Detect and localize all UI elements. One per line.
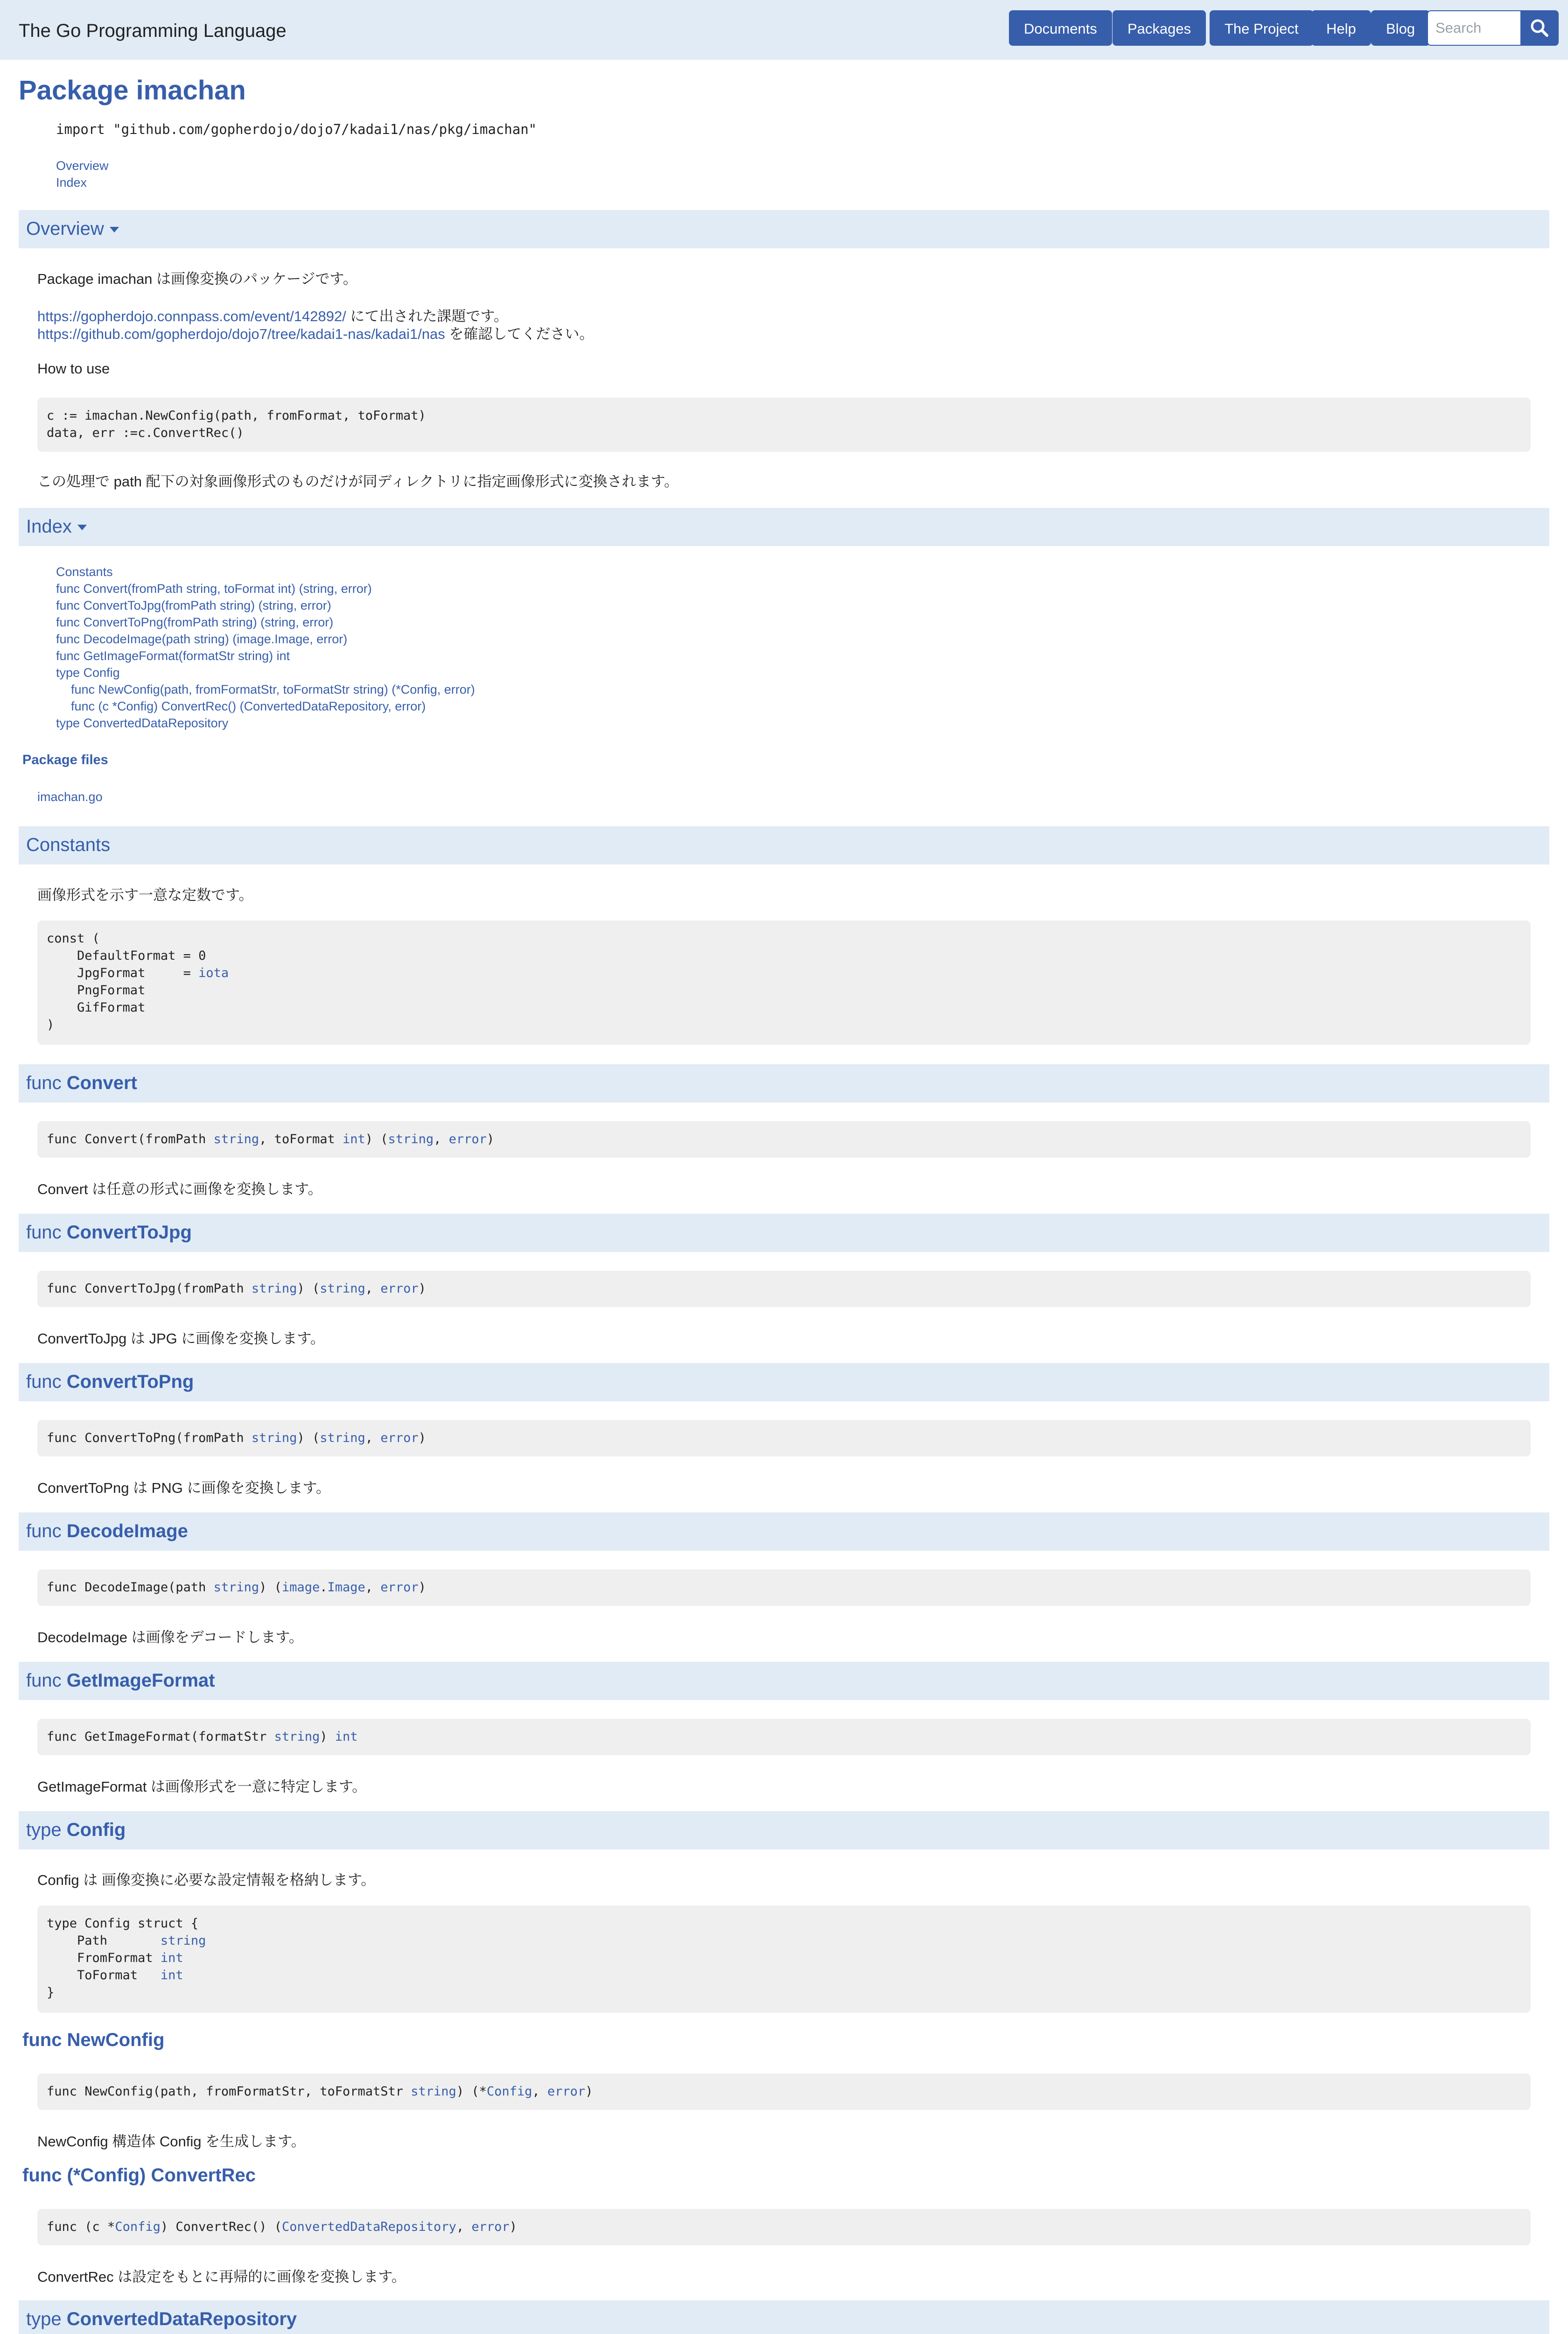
index-item-convert[interactable]: func Convert(fromPath string, toFormat int) (string, error) [56,582,372,596]
toc-overview-link[interactable]: Overview [56,159,109,173]
type-link[interactable]: int [342,1132,365,1146]
func-getimageformat-signature: func GetImageFormat(formatStr string) int [37,1719,1531,1755]
overview-intro: Package imachan は画像変換のパッケージです。 [37,271,357,287]
search-icon [1520,10,1559,46]
usage-code-block [37,398,1531,452]
constants-code-block [37,921,1531,1045]
code-line: JpgFormat = [47,966,199,980]
code-line: PngFormat [47,983,146,998]
type-link[interactable]: Image [327,1580,365,1595]
overview-line2-suffix: を確認してください。 [445,326,594,342]
section-overview[interactable] [19,210,1549,248]
func-getimageformat-desc: GetImageFormat は画像形式を一意に特定します。 [37,1779,367,1795]
overview-line1-suffix: にて出された課題です。 [346,308,508,324]
import-path: import "github.com/gopherdojo/dojo7/kadai1/nas/pkg/imachan" [56,121,537,137]
index-item-converteddatarepository[interactable]: type ConvertedDataRepository [56,716,229,730]
func-newconfig-heading[interactable]: func NewConfig [22,2030,165,2050]
github-link[interactable]: https://github.com/gopherdojo/dojo7/tree/kadai1-nas/kadai1/nas [37,326,445,342]
overview-note: この処理で path 配下の対象画像形式のものだけが同ディレクトリに指定画像形式に変換されます。 [37,473,679,490]
func-decodeimage-link[interactable]: DecodeImage [66,1521,188,1541]
func-convertrec-heading[interactable]: func (*Config) ConvertRec [22,2165,256,2186]
section-index[interactable] [19,508,1549,546]
func-converttojpg-link[interactable]: ConvertToJpg [66,1222,192,1243]
how-to-use: How to use [37,360,110,377]
type-link[interactable]: string [160,1933,206,1948]
type-link[interactable]: string [251,1431,297,1445]
section-func-decodeimage [19,1512,1549,1551]
type-link[interactable]: string [213,1580,259,1595]
func-convert-link[interactable]: Convert [66,1073,137,1093]
type-config-desc: Config は 画像変換に必要な設定情報を格納します。 [37,1872,376,1888]
section-type-converteddatarepository [19,2300,1549,2334]
func-converttopng-signature: func ConvertToPng(fromPath string) (string, error) [37,1420,1531,1456]
constants-desc: 画像形式を示す一意な定数です。 [37,887,253,903]
func-convertrec-desc: ConvertRec は設定をもとに再帰的に画像を変換します。 [37,2269,406,2285]
connpass-link[interactable]: https://gopherdojo.connpass.com/event/142892/ [37,308,346,324]
type-config-link[interactable]: Config [66,1820,126,1840]
func-converttopng-link[interactable]: ConvertToPng [66,1371,194,1392]
overview-line2 [37,322,594,343]
type-link[interactable]: Config [115,2220,161,2234]
type-link[interactable]: error [380,1281,419,1296]
decl-kind: func [26,1670,62,1691]
decl-kind: func [26,1073,62,1093]
index-item-converttopng[interactable]: func ConvertToPng(fromPath string) (string, error) [56,615,334,629]
type-link[interactable]: error [380,1580,419,1595]
search-input[interactable] [1427,10,1520,46]
func-decodeimage-desc: DecodeImage は画像をデコードします。 [37,1629,303,1645]
type-link[interactable]: string [388,1132,434,1146]
decl-kind: func [26,1371,62,1392]
nav-blog-button[interactable]: Blog [1371,10,1430,46]
index-item-getimageformat[interactable]: func GetImageFormat(formatStr string) int [56,649,290,663]
index-item-type-config[interactable]: type Config [56,666,120,680]
func-decodeimage-signature: func DecodeImage(path string) (image.Image, error) [37,1569,1531,1606]
type-config-code-block: type Config struct { Path string FromFormat int ToFormat int } [37,1905,1531,2013]
type-link[interactable]: string [274,1729,320,1744]
iota-link[interactable]: iota [198,966,229,980]
index-item-converttojpg[interactable]: func ConvertToJpg(fromPath string) (string, error) [56,598,331,612]
type-link[interactable]: Config [486,2084,532,2099]
type-link[interactable]: int [335,1729,358,1744]
nav-packages-button[interactable]: Packages [1113,10,1206,46]
site-title[interactable]: The Go Programming Language [19,21,287,41]
caret-down-icon [77,525,87,530]
code-line: const ( [47,931,100,946]
func-getimageformat-link[interactable]: GetImageFormat [66,1670,215,1691]
func-convert-signature: func Convert(fromPath string, toFormat int) (string, error) [37,1121,1531,1158]
caret-down-icon [110,227,119,232]
type-converteddatarepository-link[interactable]: ConvertedDataRepository [66,2309,297,2329]
search-button[interactable] [1520,10,1559,46]
type-link[interactable]: string [411,2084,456,2099]
type-link[interactable]: string [213,1132,259,1146]
code-line: c := imachan.NewConfig(path, fromFormat, toFormat) [47,408,426,423]
type-link[interactable]: string [320,1431,365,1445]
code-line: data, err :=c.ConvertRec() [47,426,244,440]
page-title: Package imachan [19,75,246,105]
index-item-decodeimage[interactable]: func DecodeImage(path string) (image.Image, error) [56,632,348,646]
type-link[interactable]: int [160,1968,183,1982]
decl-kind: func [26,1222,62,1243]
section-func-converttopng [19,1363,1549,1401]
func-newconfig-signature: func NewConfig(path, fromFormatStr, toFormatStr string) (*Config, error) [37,2074,1531,2110]
type-link[interactable]: error [380,1431,419,1445]
decl-kind: type [26,2309,62,2329]
index-item-constants[interactable]: Constants [56,565,113,579]
decl-kind: type [26,1820,62,1840]
code-line: DefaultFormat = 0 [47,949,206,963]
index-heading: Index [26,516,72,537]
func-converttopng-desc: ConvertToPng は PNG に画像を変換します。 [37,1480,330,1496]
code-line: GifFormat [47,1000,146,1015]
section-func-getimageformat [19,1662,1549,1700]
type-link[interactable]: image [281,1580,320,1595]
section-func-convert [19,1064,1549,1103]
func-newconfig-desc: NewConfig 構造体 Config を生成します。 [37,2133,306,2150]
section-constants [19,826,1549,865]
func-converttojpg-desc: ConvertToJpg は JPG に画像を変換します。 [37,1330,325,1347]
type-link[interactable]: string [320,1281,365,1296]
type-link[interactable]: string [251,1281,297,1296]
code-line: ) [47,1018,55,1032]
type-link[interactable]: error [448,1132,487,1146]
index-item-newconfig[interactable]: func NewConfig(path, fromFormatStr, toFormatStr string) (*Config, error) [71,682,475,696]
type-link[interactable]: ConvertedDataRepository [281,2220,456,2234]
overview-heading: Overview [26,218,104,239]
toc-index-link[interactable]: Index [56,176,87,190]
decl-kind: func [26,1521,62,1541]
type-link[interactable]: error [471,2220,510,2234]
nav-help-button[interactable]: Help [1311,10,1371,46]
top-bar [0,0,1568,60]
section-type-config [19,1811,1549,1849]
func-converttojpg-signature: func ConvertToJpg(fromPath string) (string, error) [37,1271,1531,1307]
index-item-convertrec[interactable]: func (c *Config) ConvertRec() (ConvertedDataRepository, error) [71,699,426,713]
type-link[interactable]: int [160,1951,183,1965]
package-files-heading: Package files [22,752,108,767]
package-file-link[interactable]: imachan.go [37,790,103,804]
constants-heading: Constants [26,835,111,855]
nav-the-project-button[interactable]: The Project [1210,10,1314,46]
section-func-converttojpg [19,1214,1549,1252]
func-convertrec-signature: func (c *Config) ConvertRec() (ConvertedDataRepository, error) [37,2209,1531,2245]
func-convert-desc: Convert は任意の形式に画像を変換します。 [37,1181,322,1197]
nav-documents-button[interactable]: Documents [1009,10,1112,46]
type-link[interactable]: error [547,2084,586,2099]
